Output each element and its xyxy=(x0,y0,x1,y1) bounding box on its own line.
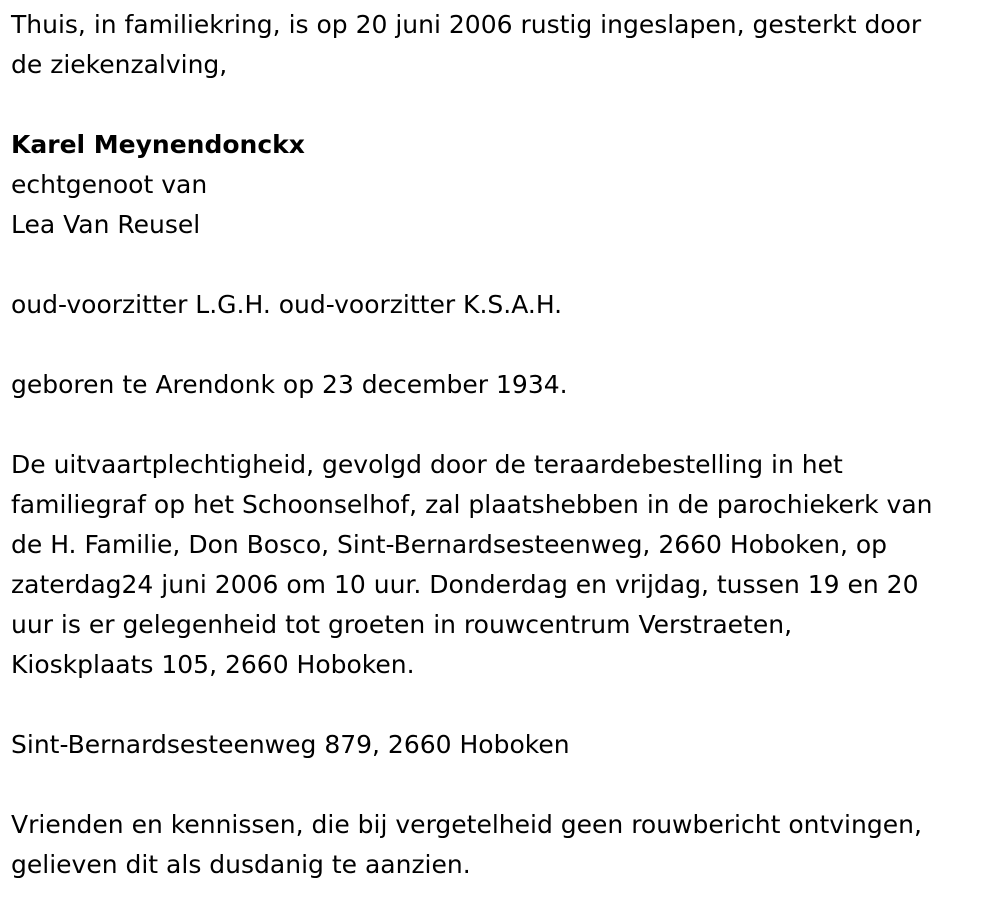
obituary-notice xyxy=(11,5,995,885)
funeral-line: uur is er gelegenheid tot groeten in rouwcentrum Verstraeten, xyxy=(11,610,793,639)
closing-line: gelieven dit als dusdanig te aanzien. xyxy=(11,850,471,879)
closing-line: Vrienden en kennissen, die bij vergetelheid geen rouwbericht ontvingen, xyxy=(11,810,922,839)
funeral-line: De uitvaartplechtigheid, gevolgd door de teraardebestelling in het xyxy=(11,450,843,479)
deceased-name: Karel Meynendonckx xyxy=(11,130,305,159)
funeral-line: familiegraf op het Schoonselhof, zal plaatshebben in de parochiekerk van xyxy=(11,490,933,519)
intro-line: Thuis, in familiekring, is op 20 juni 2006 rustig ingeslapen, gesterkt door xyxy=(11,10,922,39)
address-line: Sint-Bernardsesteenweg 879, 2660 Hoboken xyxy=(11,730,570,759)
funeral-paragraph xyxy=(11,445,995,685)
spouse-label: echtgenoot van xyxy=(11,170,208,199)
intro-paragraph xyxy=(11,5,995,85)
funeral-line: Kioskplaats 105, 2660 Hoboken. xyxy=(11,650,415,679)
closing-paragraph xyxy=(11,805,995,885)
funeral-line: zaterdag24 juni 2006 om 10 uur. Donderdag en vrijdag, tussen 19 en 20 xyxy=(11,570,919,599)
birth-line: geboren te Arendonk op 23 december 1934. xyxy=(11,370,568,399)
functions-line: oud-voorzitter L.G.H. oud-voorzitter K.S.A.H. xyxy=(11,290,563,319)
funeral-line: de H. Familie, Don Bosco, Sint-Bernardsesteenweg, 2660 Hoboken, op xyxy=(11,530,888,559)
intro-line: de ziekenzalving, xyxy=(11,50,228,79)
spouse-name: Lea Van Reusel xyxy=(11,210,201,239)
